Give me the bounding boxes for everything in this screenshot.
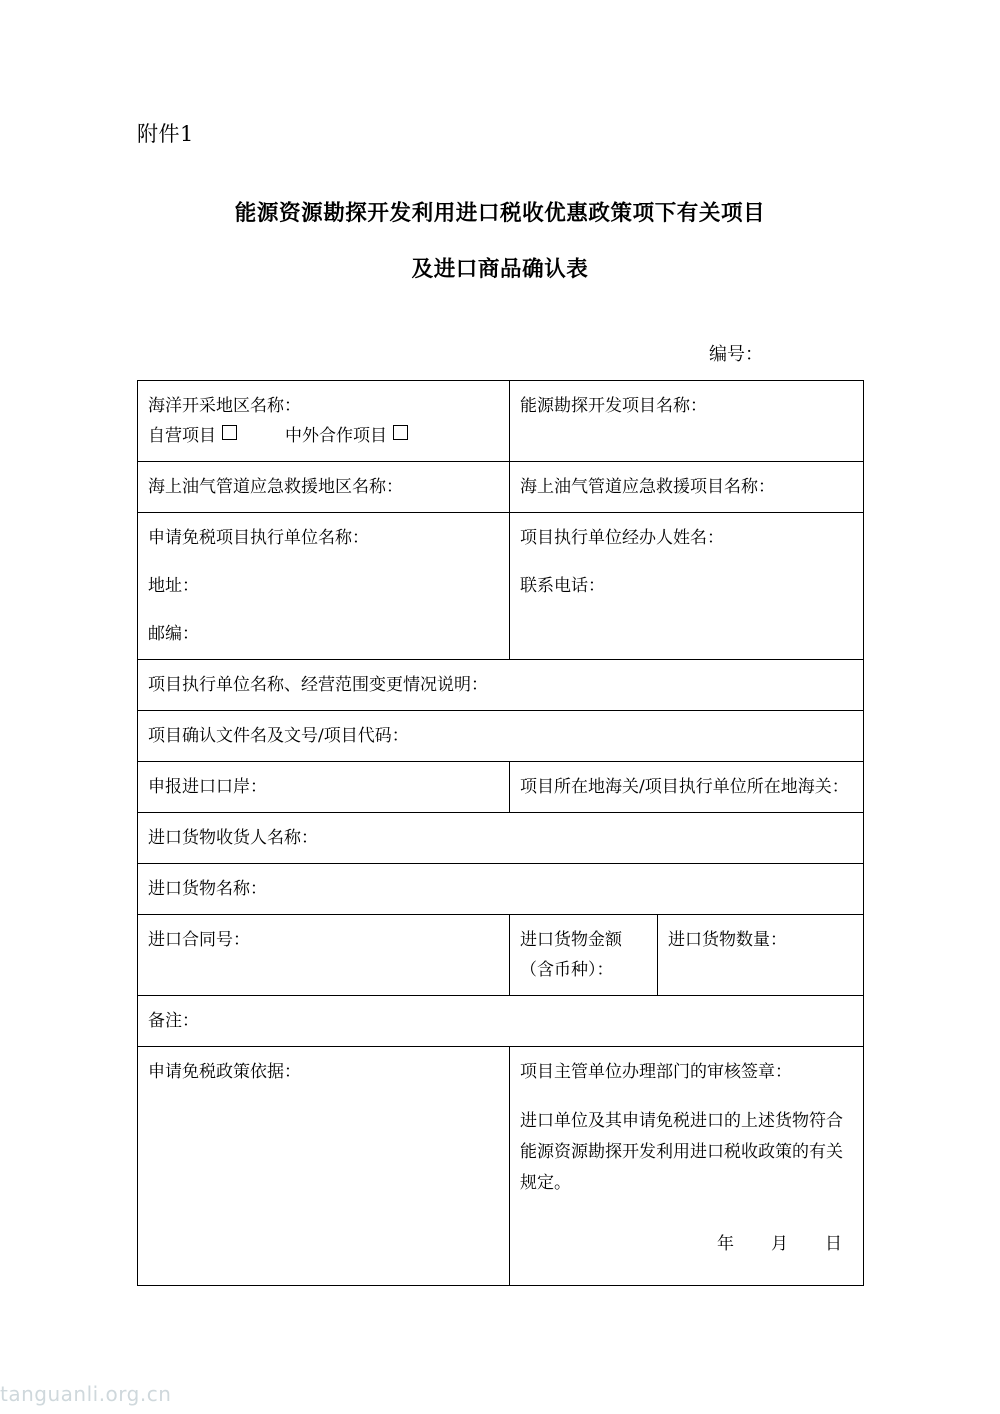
table-row <box>138 762 864 813</box>
cell-consignee-name: 进口货物收货人名称： <box>138 813 864 864</box>
title-line-2: 及进口商品确认表 <box>411 257 589 282</box>
postal-code-label: 邮编： <box>148 624 199 644</box>
table-row <box>138 915 864 996</box>
year-label: 年 <box>717 1234 735 1254</box>
table-row <box>138 864 864 915</box>
self-operated-checkbox[interactable] <box>222 425 237 440</box>
approval-statement: 进口单位及其申请免税进口的上述货物符合能源资源勘探开发利用进口税收政策的有关规定。 <box>520 1111 843 1193</box>
spacer <box>520 553 855 571</box>
attachment-label: 附件1 <box>137 122 194 146</box>
cell-contact-info <box>510 513 864 660</box>
cell-unit-change-description: 项目执行单位名称、经营范围变更情况说明： <box>138 660 864 711</box>
cell-pipeline-rescue-area: 海上油气管道应急救援地区名称： <box>138 462 510 513</box>
contact-phone-label: 联系电话： <box>520 576 605 596</box>
table-row <box>138 813 864 864</box>
project-type-options <box>148 421 501 451</box>
month-label: 月 <box>771 1234 789 1254</box>
sino-foreign-checkbox[interactable] <box>393 425 408 440</box>
approval-signature-title: 项目主管单位办理部门的审核签章： <box>520 1062 792 1082</box>
spacer <box>148 553 501 571</box>
handler-name-label: 项目执行单位经办人姓名： <box>520 528 724 548</box>
cell-import-contract-no: 进口合同号： <box>138 915 510 996</box>
self-operated-label: 自营项目 <box>148 426 216 446</box>
address-label: 地址： <box>148 576 199 596</box>
cell-goods-amount: 进口货物金额（含币种）： <box>510 915 658 996</box>
cell-policy-basis: 申请免税政策依据： <box>138 1047 510 1286</box>
title-line-1: 能源资源勘探开发利用进口税收优惠政策项下有关项目 <box>234 201 766 226</box>
cell-remarks: 备注： <box>138 996 864 1047</box>
table-row <box>138 996 864 1047</box>
cell-project-confirmation-doc: 项目确认文件名及文号/项目代码： <box>138 711 864 762</box>
cell-declared-port: 申报进口口岸： <box>138 762 510 813</box>
table-row <box>138 660 864 711</box>
table-row <box>138 711 864 762</box>
page-title <box>137 186 863 298</box>
cell-goods-quantity: 进口货物数量： <box>658 915 864 996</box>
cell-energy-project-name: 能源勘探开发项目名称： <box>510 381 864 462</box>
applicant-unit-name-label: 申请免税项目执行单位名称： <box>148 528 369 548</box>
spacer <box>148 601 501 619</box>
day-label: 日 <box>825 1234 843 1254</box>
table-row <box>138 1047 864 1286</box>
table-row <box>138 462 864 513</box>
table-row <box>138 513 864 660</box>
cell-approval-signature <box>510 1047 864 1286</box>
cell-offshore-area-name <box>138 381 510 462</box>
watermark: tanguanli.org.cn <box>0 1382 172 1406</box>
cell-applicant-unit-info <box>138 513 510 660</box>
cell-goods-name: 进口货物名称： <box>138 864 864 915</box>
offshore-area-name-label: 海洋开采地区名称： <box>148 396 301 416</box>
approval-date-line <box>520 1229 855 1260</box>
sino-foreign-label: 中外合作项目 <box>285 426 387 446</box>
cell-pipeline-rescue-project: 海上油气管道应急救援项目名称： <box>510 462 864 513</box>
approval-signature-block <box>520 1057 855 1260</box>
table-row <box>138 381 864 462</box>
cell-customs-office: 项目所在地海关/项目执行单位所在地海关： <box>510 762 864 813</box>
confirmation-form-table <box>137 380 864 1286</box>
serial-number-label: 编号： <box>709 344 763 365</box>
